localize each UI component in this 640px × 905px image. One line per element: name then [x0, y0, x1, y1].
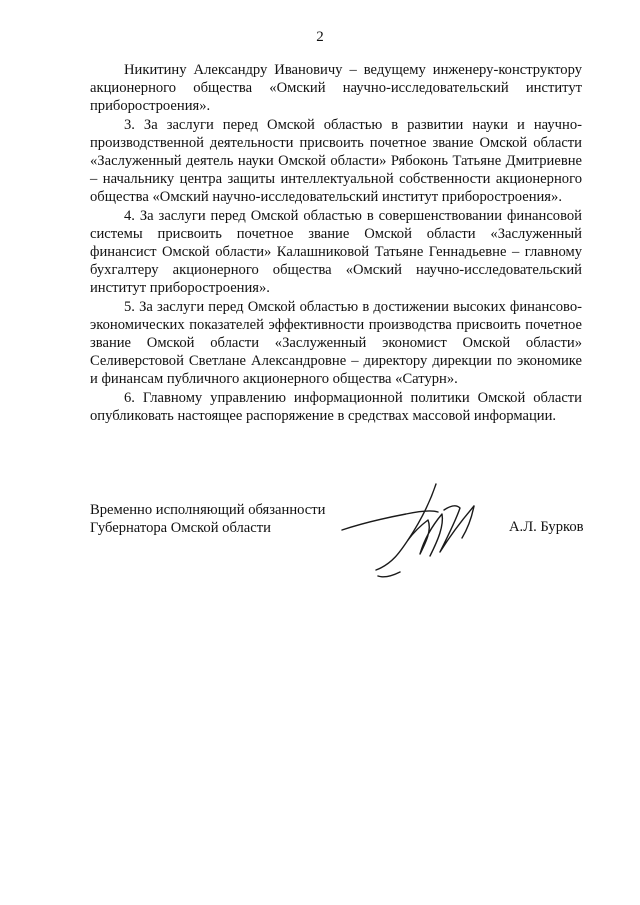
signatory-title — [90, 501, 325, 537]
handwritten-signature — [340, 480, 500, 580]
paragraph-item-5: 5. За заслуги перед Омской областью в достижении высоких финансово-экономических показателей эффективности производства присвоить почетное звание Омской области «Заслуженный экономист Омской области» Селиверстовой Светлане Александровне – директору дирекции по экономике и финансам публичного акционерного общества «Сатурн». — [90, 299, 582, 387]
signatory-title-line-1: Временно исполняющий обязанности — [90, 502, 326, 518]
paragraph-continuation: Никитину Александру Ивановичу – ведущему инженеру-конструктору акционерного общества «Омский научно-исследовательский институт приборостроения». — [90, 62, 582, 114]
page-number: 2 — [316, 29, 324, 45]
paragraph-item-3: 3. За заслуги перед Омской областью в развитии науки и научно-производственной деятельности присвоить почетное звание Омской области «Заслуженный деятель науки Омской области» Рябоконь Татьяне Дмитриевне – начальнику центра защиты интеллектуальной собственности акционерного общества «Омский научно-исследовательский институт приборостроения». — [90, 117, 582, 205]
paragraph-item-6: 6. Главному управлению информационной политики Омской области опубликовать настоящее распоряжение в средствах массовой информации. — [90, 390, 582, 425]
document-body — [90, 62, 582, 428]
signatory-name: А.Л. Бурков — [509, 519, 584, 535]
paragraph-item-4: 4. За заслуги перед Омской областью в совершенствовании финансовой системы присвоить почетное звание Омской области «Заслуженный финансист Омской области» Калашниковой Татьяне Геннадьевне – главному бухгалтеру акционерного общества «Омский научно-исследовательский институт приборостроения». — [90, 208, 582, 296]
signatory-title-line-2: Губернатора Омской области — [90, 520, 271, 536]
